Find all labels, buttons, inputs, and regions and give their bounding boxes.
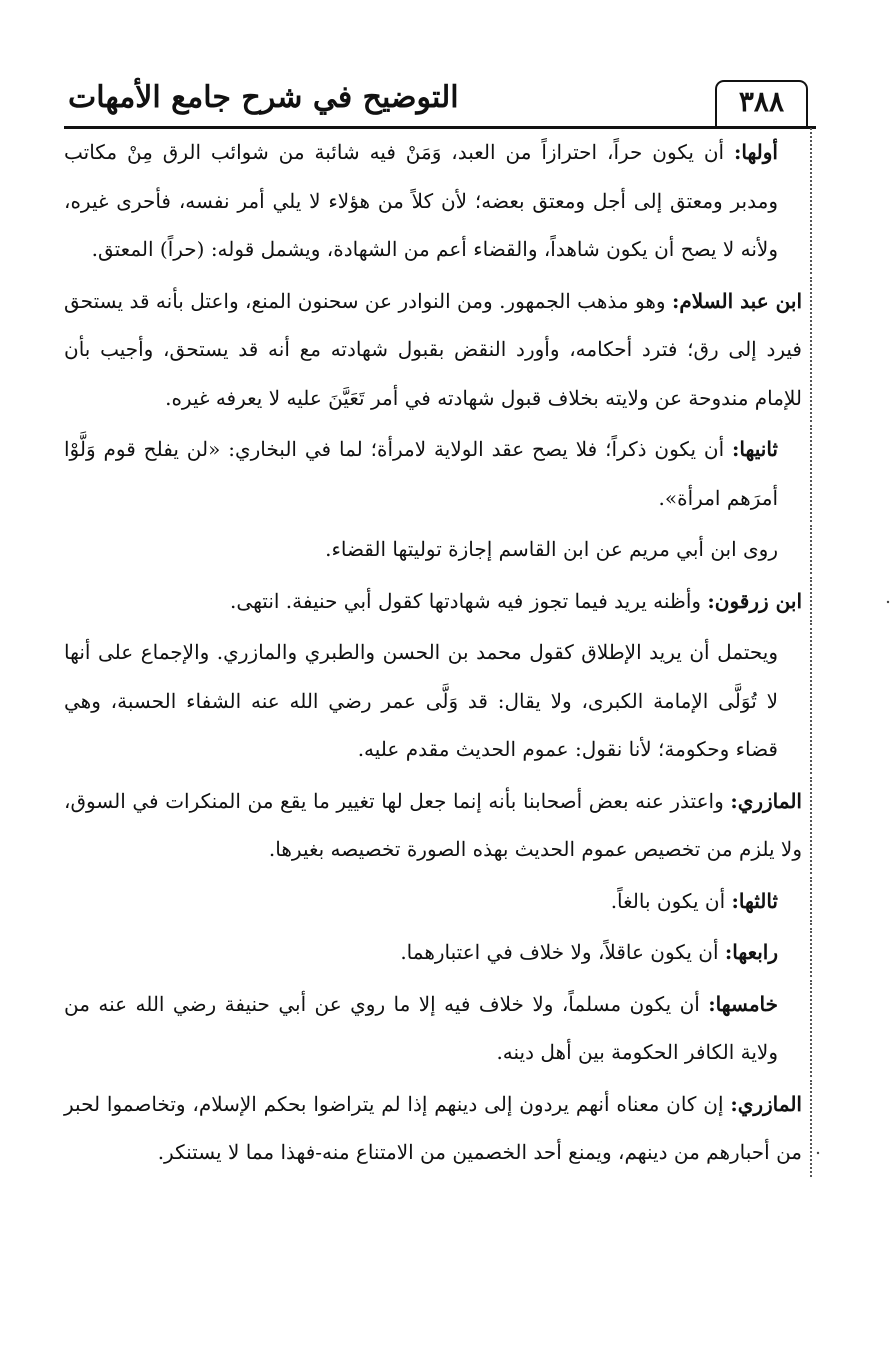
paragraph-ibn-abdessalam xyxy=(64,277,812,423)
paragraph-label: ثالثها: xyxy=(731,888,778,913)
paragraph-text: ويحتمل أن يريد الإطلاق كقول محمد بن الحسن والطبري والمازري. والإجماع على أنها لا تُوَلَّى الإمامة الكبرى، ولا يقال: قد وَلَّى عمر رضي الله عنه الشفاء الحسبة، وهي قضاء وحكومة؛ لأنا نقول: عموم الحديث مقدم عليه. xyxy=(64,640,778,761)
paragraph-mazari-1 xyxy=(64,777,812,874)
paragraph-label: رابعها: xyxy=(724,940,778,964)
paragraph-text: روى ابن أبي مريم عن ابن القاسم إجازة توليتها القضاء. xyxy=(325,537,778,561)
paragraph-text: أن يكون ذكراً؛ فلا يصح عقد الولاية لامرأة؛ لما في البخاري: «لن يفلح قوم وَلَّوْا أمرَهم امرأة». xyxy=(64,437,778,510)
paragraph-label: المازري: xyxy=(730,1091,802,1116)
scan-speck xyxy=(887,601,889,603)
paragraph-label: ابن زرقون: xyxy=(707,588,802,613)
paragraph-label: ثانيها: xyxy=(732,437,778,461)
paragraph-label: خامسها: xyxy=(708,991,778,1016)
paragraph-label: أولها: xyxy=(733,140,778,164)
paragraph-consensus xyxy=(64,628,812,774)
page-header xyxy=(64,62,816,129)
paragraph-ibn-abi-maryam xyxy=(64,525,812,574)
book-title: التوضيح في شرح جامع الأمهات xyxy=(68,80,459,115)
paragraph-label: المازري: xyxy=(730,788,802,813)
paragraph-text: أن يكون بالغاً. xyxy=(610,888,732,913)
page-number: ٣٨٨ xyxy=(715,80,808,126)
paragraph-text: إن كان معناه أنهم يردون إلى دينهم إذا لم يتراضوا بحكم الإسلام، وتخاصموا لحبر من أحبارهم من دينهم، ويمنع أحد الخصمين من الامتناع منه-فهذا مما لا يستنكر. xyxy=(64,1091,802,1164)
paragraph-second-condition xyxy=(64,425,812,522)
paragraph-text: أن يكون حراً، احترازاً من العبد، وَمَنْ فيه شائبة من شوائب الرق مِنْ مكاتب ومدبر ومعتق إلى أجل ومعتق بعضه؛ لأن كلاً من هؤلاء لا يلي أمر نفسه، فأحرى غيره، ولأنه لا يصح أن يكون شاهداً، والقضاء أعم من الشهادة، ويشمل قوله: (حراً) المعتق. xyxy=(64,140,778,261)
scan-speck xyxy=(817,1152,819,1154)
paragraph-fifth-condition xyxy=(64,980,812,1077)
paragraph-first-condition xyxy=(64,128,812,274)
paragraph-text: وأظنه يريد فيما تجوز فيه شهادتها كقول أبي حنيفة. انتهى. xyxy=(230,588,708,613)
paragraph-text: أن يكون عاقلاً، ولا خلاف في اعتبارهما. xyxy=(400,940,725,964)
paragraph-ibn-zarqun xyxy=(64,577,812,626)
page-body xyxy=(64,128,812,1180)
paragraph-text: أن يكون مسلماً، ولا خلاف فيه إلا ما روي عن أبي حنيفة رضي الله عنه من ولاية الكافر الحكومة بين أهل دينه. xyxy=(64,991,778,1064)
paragraph-mazari-2 xyxy=(64,1080,812,1177)
paragraph-text: واعتذر عنه بعض أصحابنا بأنه إنما جعل لها تغيير ما يقع من المنكرات في السوق، ولا يلزم من تخصيص عموم الحديث بهذه الصورة تخصيصه بغيرها. xyxy=(64,788,802,861)
paragraph-text: وهو مذهب الجمهور. ومن النوادر عن سحنون المنع، واعتل بأنه قد يستحق فيرد إلى رق؛ فترد أحكامه، وأورد النقض بقبول شهادته مع أنه قد يستحق، وأجيب بأن للإمام مندوحة عن ولايته بخلاف قبول شهادته في أمر تَعَيَّنَ عليه لا يعرفه غيره. xyxy=(64,288,802,410)
paragraph-fourth-condition xyxy=(64,928,812,977)
paragraph-third-condition xyxy=(64,877,812,926)
paragraph-label: ابن عبد السلام: xyxy=(671,288,803,313)
